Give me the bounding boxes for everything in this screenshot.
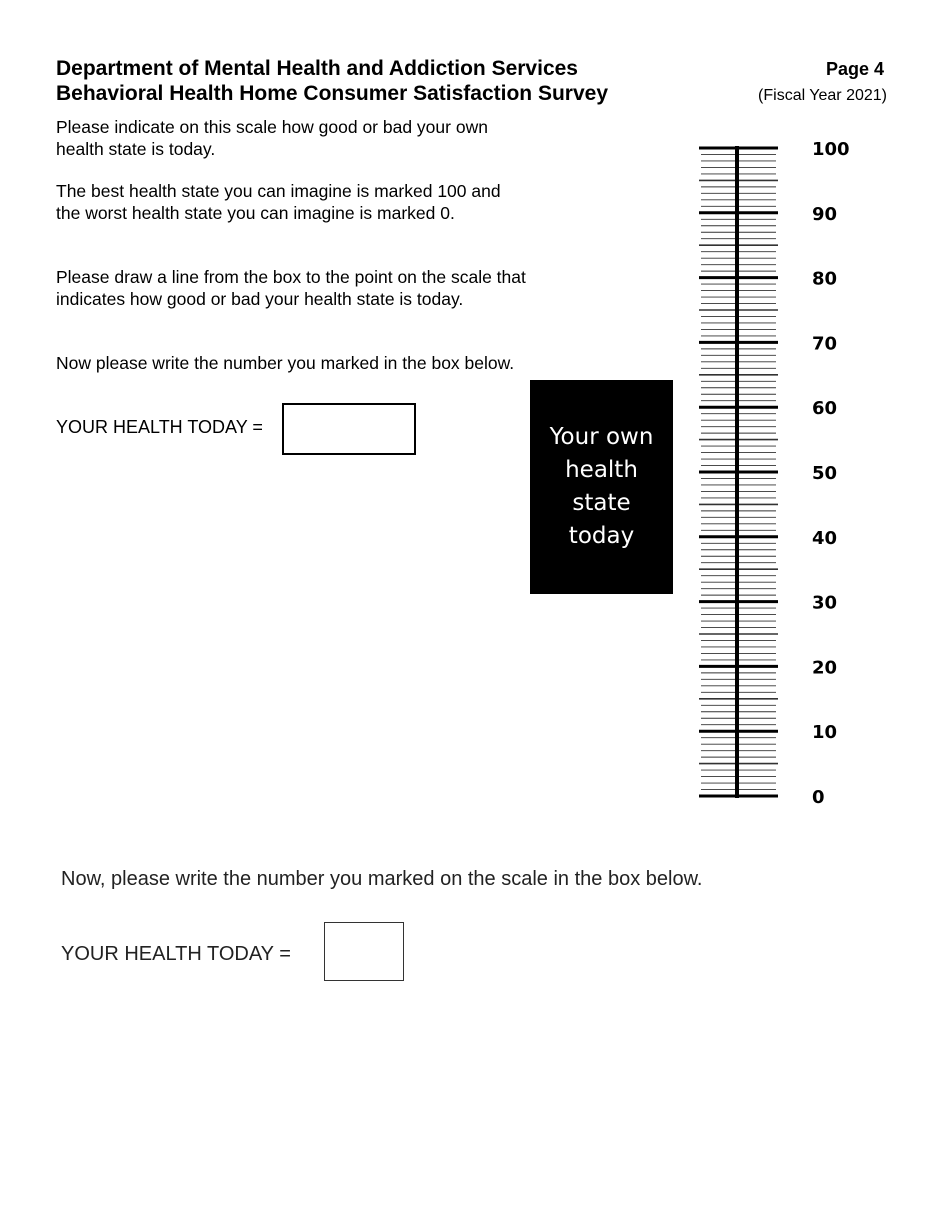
- header-department: Department of Mental Health and Addiction Services: [56, 57, 578, 80]
- health-state-box-text: Your own health state today: [549, 424, 654, 549]
- page-number: Page 4: [825, 59, 884, 79]
- health-today-label: YOUR HEALTH TODAY =: [56, 417, 263, 437]
- instruction-paragraph-3: Please draw a line from the box to the point on the scale that indicates how good or bad your health state is today.: [56, 267, 526, 309]
- scale-label-0: 0: [812, 787, 825, 808]
- scale-tick-labels: [812, 139, 850, 808]
- header-survey-title: Behavioral Health Home Consumer Satisfaction Survey: [56, 82, 608, 105]
- scale-label-90: 90: [812, 203, 838, 225]
- scale-label-10: 10: [812, 722, 838, 744]
- instruction-paragraph-2: The best health state you can imagine is marked 100 and the worst health state you can imagine is marked 0.: [56, 181, 501, 223]
- scale-label-20: 20: [812, 657, 838, 679]
- health-state-box: [530, 380, 673, 594]
- scale-label-60: 60: [812, 398, 838, 420]
- scale-label-70: 70: [812, 333, 838, 355]
- scale-label-100: 100: [812, 139, 850, 160]
- footer-health-today-label: YOUR HEALTH TODAY =: [61, 943, 291, 965]
- health-today-input-box[interactable]: [282, 403, 416, 455]
- scale-label-50: 50: [812, 463, 838, 484]
- footer-instruction: Now, please write the number you marked on the scale in the box below.: [61, 868, 703, 890]
- scale-label-40: 40: [812, 527, 838, 549]
- scale-label-80: 80: [812, 268, 838, 290]
- scale-label-30: 30: [812, 592, 838, 614]
- fiscal-year: (Fiscal Year 2021): [758, 87, 887, 104]
- instruction-paragraph-1: Please indicate on this scale how good or bad your own health state is today.: [56, 117, 488, 159]
- instruction-paragraph-4: Now please write the number you marked in the box below.: [56, 353, 515, 373]
- footer-health-today-input-box[interactable]: [324, 922, 404, 981]
- health-scale[interactable]: [690, 130, 870, 820]
